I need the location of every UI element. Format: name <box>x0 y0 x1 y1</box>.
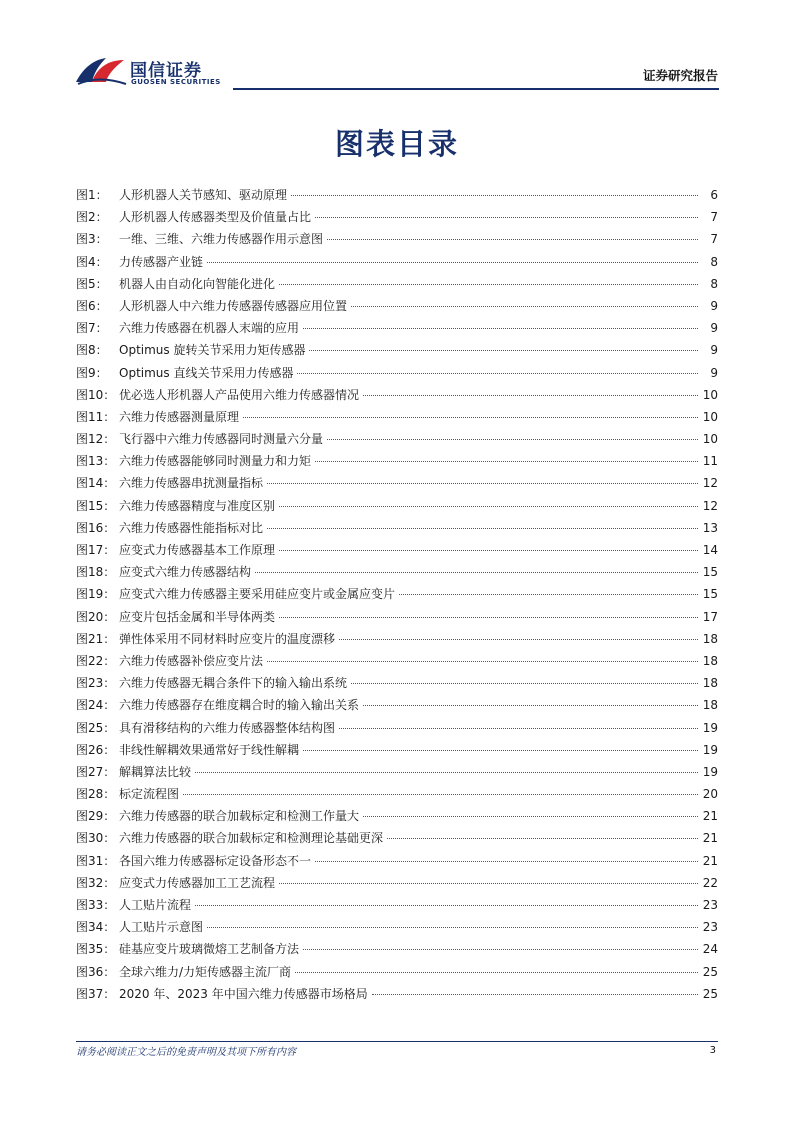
dot-leader <box>351 306 698 307</box>
figure-title[interactable]: 各国六维力传感器标定设备形态不一 <box>119 853 312 868</box>
figure-number: 图1： <box>76 188 108 202</box>
footer-divider <box>76 1041 718 1042</box>
figure-title[interactable]: 应变式六维力传感器结构 <box>119 565 252 580</box>
toc-entry[interactable] <box>76 672 718 694</box>
figure-page-number[interactable]: 14 <box>702 543 718 557</box>
figure-number: 图19： <box>76 587 116 602</box>
dot-leader <box>279 883 698 884</box>
toc-entry[interactable] <box>76 428 718 450</box>
toc-entry[interactable] <box>76 983 718 1005</box>
dot-leader <box>363 395 698 396</box>
figure-number: 图27： <box>76 764 116 779</box>
dot-leader <box>351 683 698 684</box>
dot-leader <box>207 262 698 263</box>
figure-title[interactable]: 人形机器人传感器类型及价值量占比 <box>119 210 312 225</box>
figure-number: 图37： <box>76 986 116 1001</box>
dot-leader <box>387 838 698 839</box>
figure-title[interactable]: 人形机器人关节感知、驱动原理 <box>119 188 288 202</box>
dot-leader <box>297 373 698 374</box>
toc-entry[interactable] <box>76 517 718 539</box>
figure-page-number[interactable]: 15 <box>702 565 718 580</box>
toc-entry[interactable] <box>76 583 718 605</box>
logo-brand-en: GUOSEN SECURITIES <box>131 78 221 86</box>
dot-leader <box>363 705 698 706</box>
dot-leader <box>255 572 698 573</box>
toc-entry[interactable] <box>76 362 718 384</box>
guosen-logo-icon <box>72 52 128 88</box>
figure-page-number[interactable]: 10 <box>702 432 718 447</box>
toc-entry[interactable] <box>76 606 718 628</box>
figure-number: 图4： <box>76 254 108 269</box>
figure-number: 图2： <box>76 210 108 225</box>
figure-title[interactable]: 硅基应变片玻璃微熔工艺制备方法 <box>119 942 300 957</box>
dot-leader <box>315 861 698 862</box>
dot-leader <box>295 972 698 973</box>
figure-title[interactable]: 应变式力传感器加工工艺流程 <box>119 875 276 890</box>
figure-title[interactable]: 六维力传感器测量原理 <box>119 409 240 424</box>
toc-entry[interactable] <box>76 561 718 583</box>
figure-index-list <box>76 184 718 1005</box>
figure-title[interactable]: 六维力传感器补偿应变片法 <box>119 653 264 668</box>
figure-title[interactable]: 应变片包括金属和半导体两类 <box>119 609 276 624</box>
figure-number: 图33： <box>76 898 116 912</box>
figure-title[interactable]: 2020 年、2023 年中国六维力传感器市场格局 <box>119 986 368 1001</box>
dot-leader <box>309 350 698 351</box>
header-divider <box>233 88 719 90</box>
toc-entry[interactable] <box>76 317 718 339</box>
figure-page-number[interactable]: 24 <box>702 942 718 957</box>
figure-number: 图35： <box>76 942 116 957</box>
dot-leader <box>327 239 698 240</box>
figure-title[interactable]: 六维力传感器性能指标对比 <box>119 520 264 535</box>
figure-page-number[interactable]: 19 <box>702 742 718 757</box>
toc-entry[interactable] <box>76 273 718 295</box>
dot-leader <box>279 284 698 285</box>
figure-page-number[interactable]: 23 <box>702 920 718 935</box>
figure-number: 图11： <box>76 409 116 424</box>
figure-number: 图17： <box>76 543 116 557</box>
figure-number: 图7： <box>76 321 108 336</box>
figure-number: 图18： <box>76 565 116 580</box>
figure-number: 图21： <box>76 631 116 646</box>
toc-entry[interactable] <box>76 694 718 716</box>
figure-page-number[interactable]: 18 <box>702 676 718 691</box>
dot-leader <box>183 794 698 795</box>
figure-title[interactable]: 六维力传感器精度与准度区别 <box>119 498 276 513</box>
figure-page-number[interactable]: 9 <box>710 321 718 336</box>
figure-number: 图26： <box>76 742 116 757</box>
logo-brand-cn: 国信证券 <box>130 61 202 81</box>
toc-entry[interactable] <box>76 295 718 317</box>
figure-page-number[interactable]: 9 <box>710 365 718 380</box>
toc-entry[interactable] <box>76 450 718 472</box>
figure-title[interactable]: 飞行器中六维力传感器同时测量六分量 <box>119 432 324 447</box>
figure-page-number[interactable]: 12 <box>702 476 718 491</box>
figure-page-number[interactable]: 6 <box>710 188 718 202</box>
toc-entry[interactable] <box>76 717 718 739</box>
figure-page-number[interactable]: 10 <box>702 409 718 424</box>
page-title: 图表目录 <box>334 127 459 161</box>
dot-leader <box>315 461 698 462</box>
toc-entry[interactable] <box>76 805 718 827</box>
figure-title[interactable]: 六维力传感器无耦合条件下的输入输出系统 <box>119 676 348 691</box>
figure-page-number[interactable]: 18 <box>702 631 718 646</box>
figure-number: 图36： <box>76 964 116 979</box>
figure-page-number[interactable]: 25 <box>702 986 718 1001</box>
figure-number: 图24： <box>76 698 116 713</box>
toc-entry[interactable] <box>76 650 718 672</box>
toc-entry[interactable] <box>76 384 718 406</box>
dot-leader <box>363 816 698 817</box>
figure-page-number[interactable]: 17 <box>702 609 718 624</box>
toc-entry[interactable] <box>76 961 718 983</box>
figure-number: 图28： <box>76 787 116 802</box>
figure-page-number[interactable]: 19 <box>702 720 718 735</box>
figure-title[interactable]: 具有滑移结构的六维力传感器整体结构图 <box>119 720 336 735</box>
figure-page-number[interactable]: 22 <box>702 875 718 890</box>
figure-page-number[interactable]: 25 <box>702 964 718 979</box>
dot-leader <box>267 483 698 484</box>
guosen-logo <box>72 52 242 92</box>
toc-entry[interactable] <box>76 228 718 250</box>
dot-leader <box>291 195 698 196</box>
figure-page-number[interactable]: 21 <box>702 853 718 868</box>
figure-title[interactable]: 非线性解耦效果通常好于线性解耦 <box>119 742 300 757</box>
toc-entry[interactable] <box>76 339 718 361</box>
figure-page-number[interactable]: 8 <box>710 254 718 269</box>
dot-leader <box>195 772 698 773</box>
figure-page-number[interactable]: 7 <box>710 232 718 247</box>
figure-page-number[interactable]: 11 <box>702 454 718 469</box>
figure-page-number[interactable]: 23 <box>702 898 718 912</box>
page-number: 3 <box>709 1045 716 1056</box>
figure-title[interactable]: 人形机器人中六维力传感器传感器应用位置 <box>119 298 348 313</box>
figure-page-number[interactable]: 9 <box>710 298 718 313</box>
figure-number: 图31： <box>76 853 116 868</box>
figure-page-number[interactable]: 7 <box>710 210 718 225</box>
figure-number: 图30： <box>76 831 116 846</box>
dot-leader <box>267 528 698 529</box>
dot-leader <box>279 617 698 618</box>
figure-page-number[interactable]: 18 <box>702 698 718 713</box>
figure-title[interactable]: 优必选人形机器人产品使用六维力传感器情况 <box>119 387 360 402</box>
figure-page-number[interactable]: 9 <box>710 343 718 358</box>
toc-entry[interactable] <box>76 539 718 561</box>
toc-entry[interactable] <box>76 184 718 206</box>
dot-leader <box>279 506 698 507</box>
figure-title[interactable]: 应变式六维力传感器主要采用硅应变片或金属应变片 <box>119 587 396 602</box>
dot-leader <box>303 328 698 329</box>
toc-entry[interactable] <box>76 761 718 783</box>
footer-disclaimer: 请务必阅读正文之后的免责声明及其项下所有内容 <box>76 1047 296 1058</box>
toc-entry[interactable] <box>76 206 718 228</box>
figure-number: 图12： <box>76 432 116 447</box>
figure-title[interactable]: 六维力传感器在机器人末端的应用 <box>119 321 300 336</box>
figure-title[interactable]: 机器人由自动化向智能化进化 <box>119 276 276 291</box>
figure-page-number[interactable]: 21 <box>702 809 718 824</box>
figure-title[interactable]: 六维力传感器的联合加载标定和检测理论基础更深 <box>119 831 384 846</box>
figure-title[interactable]: 全球六维力/力矩传感器主流厂商 <box>119 964 292 979</box>
report-type-label: 证券研究报告 <box>642 68 718 83</box>
figure-number: 图9： <box>76 365 108 380</box>
figure-title[interactable]: 一维、三维、六维力传感器作用示意图 <box>119 232 324 247</box>
figure-number: 图14： <box>76 476 116 491</box>
dot-leader <box>339 728 698 729</box>
dot-leader <box>267 661 698 662</box>
figure-title[interactable]: Optimus 旋转关节采用力矩传感器 <box>119 343 306 358</box>
toc-entry[interactable] <box>76 872 718 894</box>
toc-entry[interactable] <box>76 251 718 273</box>
figure-title[interactable]: 六维力传感器的联合加载标定和检测工作量大 <box>119 809 360 824</box>
dot-leader <box>303 750 698 751</box>
dot-leader <box>327 439 698 440</box>
page-header <box>0 0 794 95</box>
figure-number: 图32： <box>76 875 116 890</box>
figure-title[interactable]: 人工贴片流程 <box>119 898 192 912</box>
figure-number: 图22： <box>76 653 116 668</box>
figure-number: 图16： <box>76 520 116 535</box>
figure-number: 图25： <box>76 720 116 735</box>
figure-title[interactable]: 标定流程图 <box>119 787 180 802</box>
dot-leader <box>243 417 698 418</box>
toc-entry[interactable] <box>76 938 718 960</box>
figure-number: 图23： <box>76 676 116 691</box>
figure-page-number[interactable]: 12 <box>702 498 718 513</box>
dot-leader <box>195 905 698 906</box>
figure-number: 图29： <box>76 809 116 824</box>
dot-leader <box>315 217 698 218</box>
toc-entry[interactable] <box>76 739 718 761</box>
dot-leader <box>372 994 698 995</box>
figure-title[interactable]: Optimus 直线关节采用力传感器 <box>119 365 294 380</box>
toc-entry[interactable] <box>76 495 718 517</box>
figure-page-number[interactable]: 15 <box>702 587 718 602</box>
dot-leader <box>207 927 698 928</box>
figure-number: 图6： <box>76 298 108 313</box>
toc-entry[interactable] <box>76 916 718 938</box>
toc-entry[interactable] <box>76 783 718 805</box>
dot-leader <box>399 594 698 595</box>
figure-number: 图34： <box>76 920 116 935</box>
toc-entry[interactable] <box>76 406 718 428</box>
figure-page-number[interactable]: 20 <box>702 787 718 802</box>
dot-leader <box>339 639 698 640</box>
dot-leader <box>303 949 698 950</box>
toc-entry[interactable] <box>76 894 718 916</box>
figure-title[interactable]: 六维力传感器能够同时测量力和力矩 <box>119 454 312 469</box>
figure-title[interactable]: 人工贴片示意图 <box>119 920 204 935</box>
figure-title[interactable]: 解耦算法比较 <box>119 764 192 779</box>
figure-number: 图5： <box>76 276 108 291</box>
figure-page-number[interactable]: 13 <box>702 520 718 535</box>
figure-title[interactable]: 六维力传感器存在维度耦合时的输入输出关系 <box>119 698 360 713</box>
figure-title[interactable]: 力传感器产业链 <box>119 254 204 269</box>
figure-number: 图13： <box>76 454 116 469</box>
figure-page-number[interactable]: 21 <box>702 831 718 846</box>
toc-entry[interactable] <box>76 628 718 650</box>
figure-number: 图15： <box>76 498 116 513</box>
figure-number: 图8： <box>76 343 108 358</box>
dot-leader <box>279 550 698 551</box>
toc-entry[interactable] <box>76 472 718 494</box>
toc-entry[interactable] <box>76 850 718 872</box>
figure-title[interactable]: 应变式力传感器基本工作原理 <box>119 543 276 557</box>
figure-number: 图3： <box>76 232 108 247</box>
figure-title[interactable]: 六维力传感器串扰测量指标 <box>119 476 264 491</box>
figure-title[interactable]: 弹性体采用不同材料时应变片的温度漂移 <box>119 631 336 646</box>
figure-page-number[interactable]: 10 <box>702 387 718 402</box>
figure-page-number[interactable]: 19 <box>702 764 718 779</box>
figure-page-number[interactable]: 8 <box>710 276 718 291</box>
toc-entry[interactable] <box>76 827 718 849</box>
figure-number: 图10： <box>76 387 116 402</box>
figure-number: 图20： <box>76 609 116 624</box>
figure-page-number[interactable]: 18 <box>702 653 718 668</box>
